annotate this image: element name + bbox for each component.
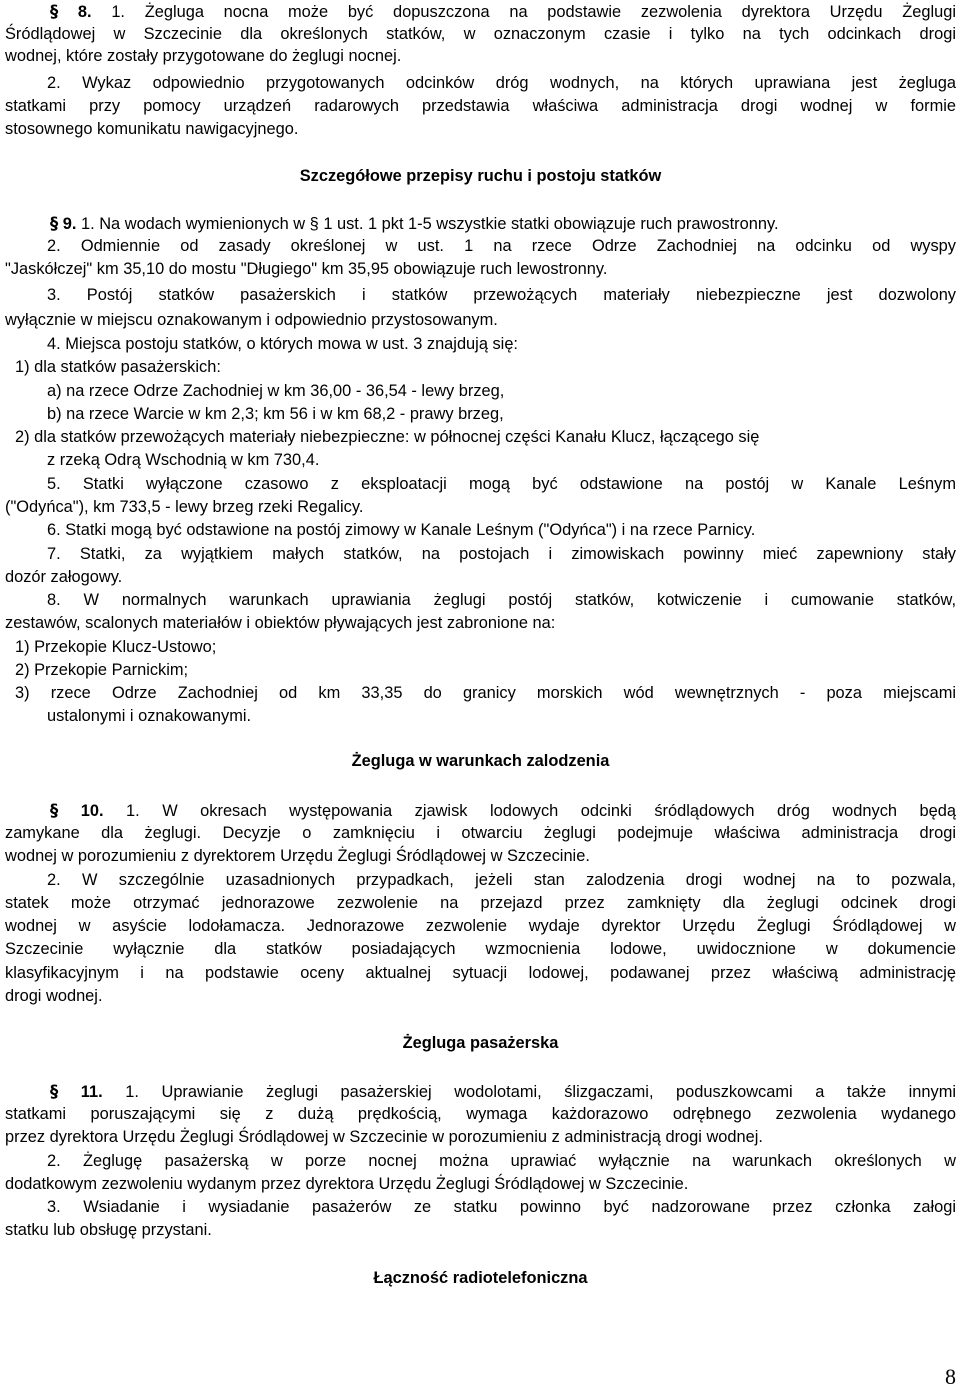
text-line: drogi wodnej. (5, 987, 103, 1005)
text-line: 4. Miejsca postoju statków, o których mowa w ust. 3 znajdują się: (47, 335, 518, 353)
text-line: 2) Przekopie Parnickim; (15, 661, 189, 679)
text-line: z rzeką Odrą Wschodnią w km 730,4. (47, 451, 320, 469)
text-line: 3. Postój statków pasażerskich i statków przewożących materiały niebezpieczne jest dozwolony (47, 286, 956, 304)
text-line (50, 799, 956, 823)
section-sign: § (50, 801, 59, 820)
text-line: statku lub obsługę przystani. (5, 1221, 212, 1239)
article-number: 11. (80, 1083, 103, 1101)
text-line: 2. W szczególnie uzasadnionych przypadkach, jeżeli stan zalodzenia drogi wodnej na to pozwala, (47, 871, 956, 889)
text-line: klasyfikacyjnym i na podstawie oceny aktualnej sytuacji lodowej, podawanej przez właściwą administrację (5, 964, 956, 982)
text-line: stosownego komunikatu nawigacyjnego. (5, 120, 299, 138)
section-sign: § (50, 1082, 59, 1101)
text-line: 2) dla statków przewożących materiały niebezpieczne: w północnej części Kanału Klucz, łączącego się (15, 428, 760, 446)
section-heading: Żegluga pasażerska (402, 1034, 559, 1052)
text-line: Szczecinie wyłącznie dla statków posiadających wzmocnienia lodowe, uwidocznione w dokumencie (5, 940, 956, 958)
section-sign: § (50, 214, 59, 233)
text-line: ("Odyńca"), km 733,5 - lewy brzeg rzeki Regalicy. (5, 498, 364, 516)
text-line: ustalonymi i oznakowanymi. (47, 707, 252, 725)
section-heading: Łączność radiotelefoniczna (373, 1269, 588, 1287)
text-line: "Jaskółczej" km 35,10 do mostu "Długiego" km 35,95 obowiązuje ruch lewostronny. (5, 260, 608, 278)
text-line: 3) rzece Odrze Zachodniej od km 33,35 do granicy morskich wód wewnętrznych - poza miejscami (15, 684, 956, 702)
text-line: wyłącznie w miejscu oznakowanym i odpowiednio przystosowanym. (5, 311, 498, 329)
text-line: zestawów, scalonych materiałów i obiektów pływających jest zabronione na: (5, 614, 556, 632)
text-line: dodatkowym zezwoleniu wydanym przez dyrektora Urzędu Żeglugi Śródlądowej w Szczecinie. (5, 1175, 689, 1193)
text-line: dozór załogowy. (5, 568, 123, 586)
article-number: 9. (62, 215, 77, 233)
text-line: wodnej w asyście lodołamacza. Jednorazowe zezwolenie wydaje dyrektor Urzędu Żeglugi Śródlądowej w (5, 917, 956, 935)
text-line: zamykane dla żeglugi. Decyzje o zamknięciu i otwarciu żeglugi podejmuje właściwa administracja drogi (5, 824, 956, 842)
text-line: statkami poruszającymi się z dużą prędkością, wymaga każdorazowo odrębnego zezwolenia wydanego (5, 1105, 956, 1123)
text-line: 3. Wsiadanie i wysiadanie pasażerów ze statku powinno być nadzorowane przez członka załogi (47, 1198, 956, 1216)
article-number: 10. (80, 802, 104, 820)
text-line: 2. Odmiennie od zasady określonej w ust. 1 na rzece Odrze Zachodniej na odcinku od wyspy (47, 237, 956, 255)
text-line: 6. Statki mogą być odstawione na postój zimowy w Kanale Leśnym ("Odyńca") i na rzece Parnicy. (47, 521, 756, 539)
page-number: 8 (945, 1364, 956, 1389)
text-line: przez dyrektora Urzędu Żeglugi Śródlądowej w Szczecinie w porozumieniu z administracją drogi wodnej. (5, 1128, 763, 1146)
text-line: Śródlądowej w Szczecinie dla określonych statków, w oznaczonym czasie i tylko na tych odcinkach drogi (5, 25, 956, 43)
article-number: 8. (77, 3, 92, 21)
text-line: statkami przy pomocy urządzeń radarowych przedstawia właściwa administracja drogi wodnej w formie (5, 97, 956, 115)
article-text: 1. Na wodach wymienionych w § 1 ust. 1 pkt 1-5 wszystkie statki obowiązuje ruch prawostronny. (81, 215, 779, 233)
text-line: a) na rzece Odrze Zachodniej w km 36,00 - 36,54 - lewy brzeg, (47, 382, 505, 400)
article-text: 1. Żegluga nocna może być dopuszczona na podstawie zezwolenia dyrektora Urzędu Żeglugi (111, 3, 956, 21)
section-heading: Szczegółowe przepisy ruchu i postoju statków (299, 167, 662, 185)
text-line (50, 212, 956, 236)
text-line: b) na rzece Warcie w km 2,3; km 56 i w km 68,2 - prawy brzeg, (47, 405, 504, 423)
text-line: statek może otrzymać jednorazowe zezwolenie na przejazd przez zamknięty dla żeglugi odcinek drogi (5, 894, 956, 912)
text-line: 7. Statki, za wyjątkiem małych statków, na postojach i zimowiskach powinny mieć zapewniony stały (47, 545, 956, 563)
text-line: 2. Wykaz odpowiednio przygotowanych odcinków dróg wodnych, na których uprawiana jest żegluga (47, 74, 956, 92)
section-heading: Żegluga w warunkach zalodzenia (351, 752, 610, 770)
section-sign: § (50, 2, 59, 21)
text-line: wodnej, które zostały przygotowane do żeglugi nocnej. (5, 47, 402, 65)
text-line: 5. Statki wyłączone czasowo z eksploatacji mogą być odstawione na postój w Kanale Leśnym (47, 475, 956, 493)
text-line: 2. Żeglugę pasażerską w porze nocnej można uprawiać wyłącznie na warunkach określonych w (47, 1152, 956, 1170)
article-text: 1. Uprawianie żeglugi pasażerskiej wodolotami, ślizgaczami, poduszkowcami a także innymi (125, 1083, 957, 1101)
text-line: 8. W normalnych warunkach uprawiania żeglugi postój statków, kotwiczenie i cumowanie statków, (47, 591, 956, 609)
text-line (50, 1080, 956, 1104)
text-line (50, 0, 956, 24)
text-line: 1) dla statków pasażerskich: (15, 358, 221, 376)
text-line: 1) Przekopie Klucz-Ustowo; (15, 638, 217, 656)
article-text: 1. W okresach występowania zjawisk lodowych odcinki śródlądowych dróg wodnych będą (126, 802, 956, 820)
text-line: wodnej w porozumieniu z dyrektorem Urzędu Żeglugi Śródlądowej w Szczecinie. (5, 847, 590, 865)
